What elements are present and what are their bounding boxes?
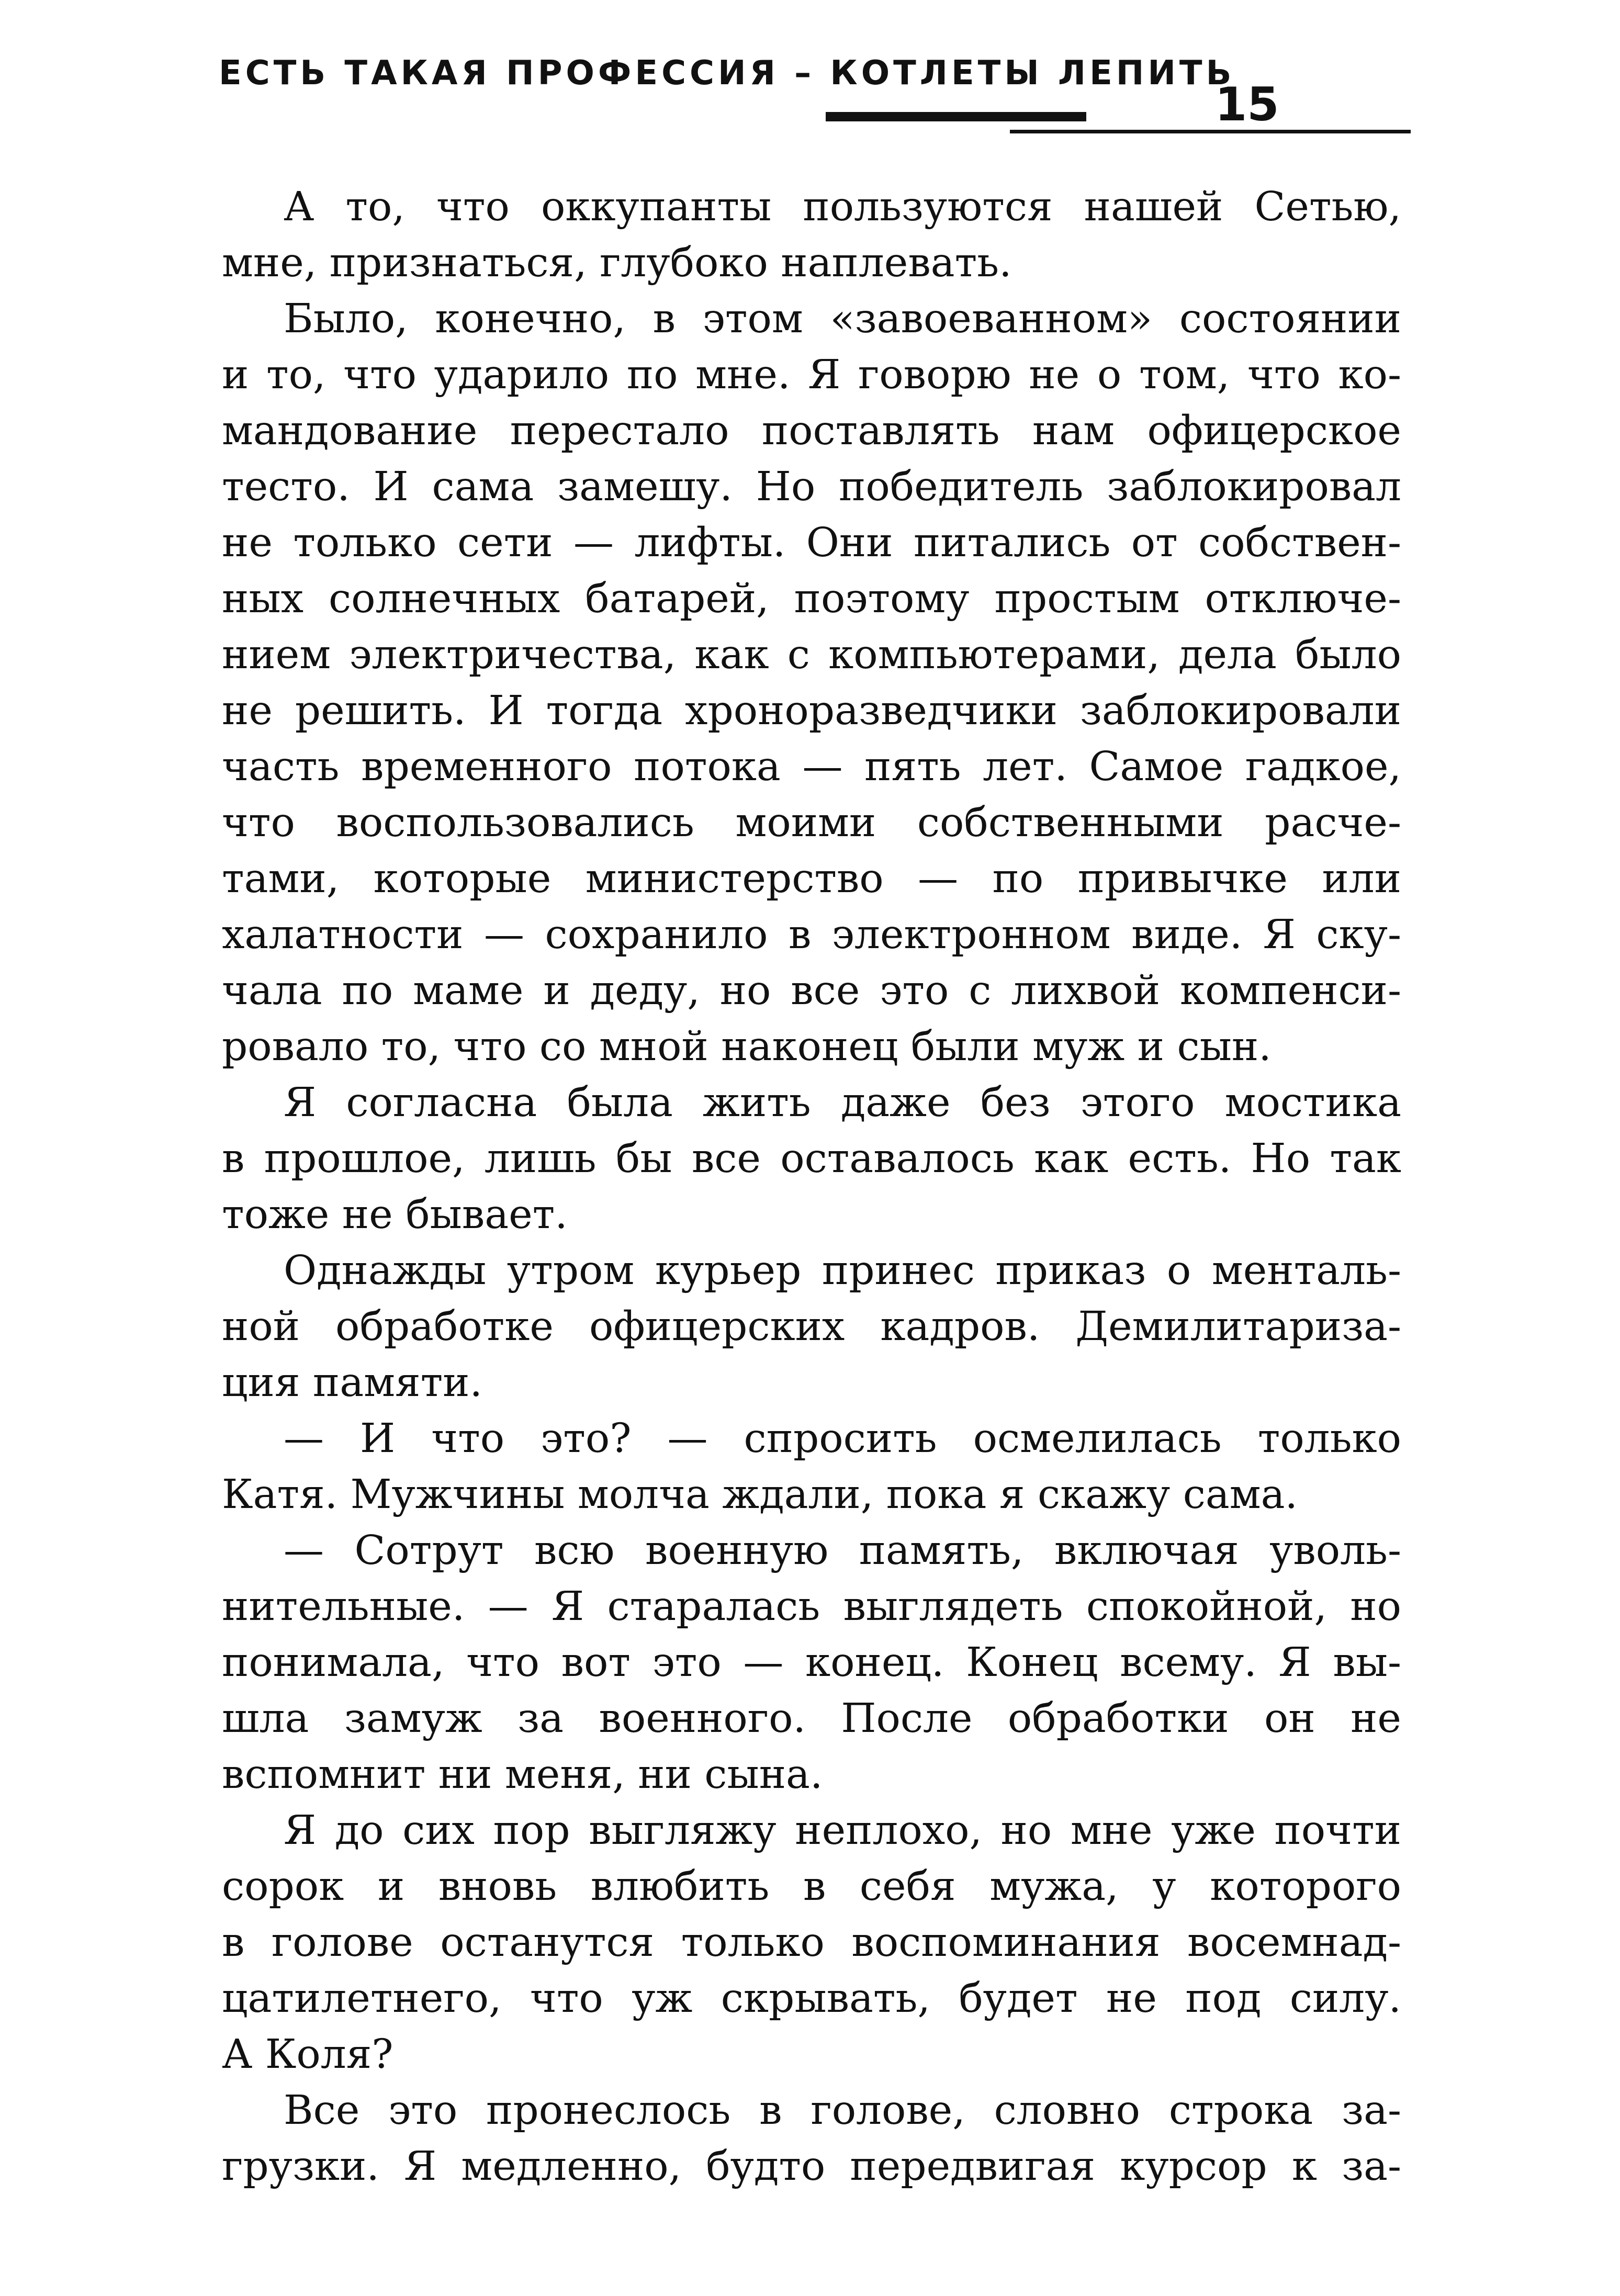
text-line: ной обработке офицерских кадров. Демилитариза- — [222, 1303, 1401, 1350]
page-number: 15 — [1215, 77, 1279, 131]
text-line: в прошлое, лишь бы все оставалось как есть. Но так — [222, 1135, 1401, 1182]
text-line: грузки. Я медленно, будто передвигая курсор к за- — [222, 2143, 1401, 2190]
text-line: Однажды утром курьер принес приказ о менталь- — [284, 1247, 1401, 1294]
text-line: ция памяти. — [222, 1359, 482, 1406]
text-line: не только сети — лифты. Они питались от собствен- — [222, 520, 1401, 566]
paragraph — [222, 179, 1401, 291]
text-line: тоже не бывает. — [222, 1191, 568, 1238]
paragraph — [222, 1523, 1401, 1803]
paragraph — [222, 1075, 1401, 1243]
text-line: нительные. — Я старалась выглядеть спокойной, но — [222, 1583, 1401, 1630]
header-rule-thick — [826, 112, 1086, 121]
text-line: Я согласна была жить даже без этого мостика — [284, 1079, 1401, 1126]
text-line: в голове останутся только воспоминания восемнад- — [222, 1919, 1401, 1966]
text-line: часть временного потока — пять лет. Самое гадкое, — [222, 744, 1401, 790]
text-line: мандование перестало поставлять нам офицерское — [222, 408, 1401, 454]
text-line: и то, что ударило по мне. Я говорю не о том, что ко- — [222, 352, 1401, 398]
body-text — [222, 179, 1401, 2194]
text-line: — И что это? — спросить осмелилась только — [284, 1415, 1401, 1462]
paragraph — [222, 1411, 1401, 1523]
text-line: А то, что оккупанты пользуются нашей Сетью, — [284, 184, 1401, 230]
paragraph — [222, 2083, 1401, 2194]
text-line: сорок и вновь влюбить в себя мужа, у которого — [222, 1863, 1401, 1910]
text-line: Я до сих пор выгляжу неплохо, но мне уже почти — [284, 1807, 1401, 1854]
text-line: тами, которые министерство — по привычке или — [222, 856, 1401, 902]
text-line: тесто. И сама замешу. Но победитель заблокировал — [222, 464, 1401, 510]
paragraph — [222, 291, 1401, 1075]
text-line: Все это пронеслось в голове, словно строка за- — [284, 2087, 1401, 2134]
text-line: Катя. Мужчины молча ждали, пока я скажу сама. — [222, 1471, 1298, 1518]
text-line: вспомнит ни меня, ни сына. — [222, 1751, 823, 1798]
text-line: шла замуж за военного. После обработки он не — [222, 1695, 1401, 1742]
text-line: нием электричества, как с компьютерами, дела было — [222, 632, 1401, 678]
text-line: чала по маме и деду, но все это с лихвой компенси- — [222, 967, 1401, 1014]
paragraph — [222, 1243, 1401, 1411]
text-line: мне, признаться, глубоко наплевать. — [222, 240, 1012, 286]
text-line: халатности — сохранило в электронном виде. Я ску- — [222, 911, 1401, 958]
paragraph — [222, 1803, 1401, 2083]
text-line: Было, конечно, в этом «завоеванном» состоянии — [284, 296, 1401, 342]
header-rule-thin — [1010, 130, 1411, 133]
text-line: ровало то, что со мной наконец были муж и сын. — [222, 1023, 1272, 1070]
running-head-title: ЕСТЬ ТАКАЯ ПРОФЕССИЯ – КОТЛЕТЫ ЛЕПИТЬ — [219, 54, 1235, 93]
text-line: ных солнечных батарей, поэтому простым отключе- — [222, 576, 1401, 622]
text-line: цатилетнего, что уж скрывать, будет не под силу. — [222, 1975, 1401, 2022]
text-line: что воспользовались моими собственными расче- — [222, 800, 1401, 846]
text-line: А Коля? — [222, 2031, 393, 2078]
text-line: не решить. И тогда хроноразведчики заблокировали — [222, 688, 1401, 734]
text-line: понимала, что вот это — конец. Конец всему. Я вы- — [222, 1639, 1401, 1686]
text-line: — Сотрут всю военную память, включая уволь- — [284, 1527, 1401, 1574]
